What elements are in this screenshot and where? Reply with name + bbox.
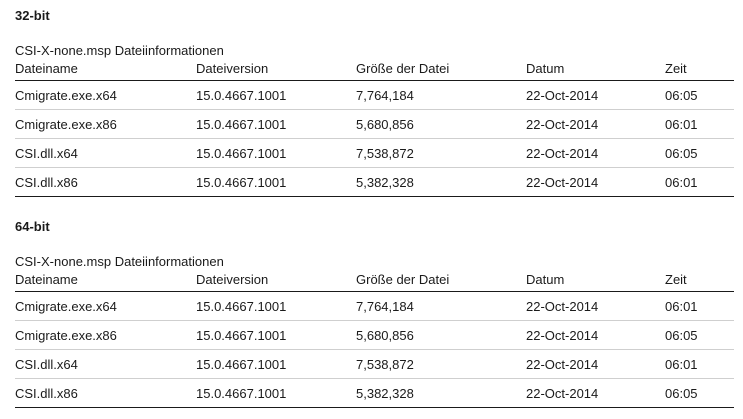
- cell-size: 7,764,184: [356, 292, 526, 321]
- cell-date: 22-Oct-2014: [526, 81, 665, 110]
- cell-size: 5,680,856: [356, 110, 526, 139]
- cell-filename: Cmigrate.exe.x86: [15, 321, 196, 350]
- column-header-date: Datum: [526, 269, 665, 292]
- table-header-row: [15, 269, 734, 292]
- cell-date: 22-Oct-2014: [526, 350, 665, 379]
- cell-time: 06:01: [665, 168, 734, 197]
- section-64bit: [15, 211, 734, 408]
- cell-time: 06:05: [665, 321, 734, 350]
- table-caption: CSI-X-none.msp Dateiinformationen: [15, 43, 224, 58]
- table-row: [15, 110, 734, 139]
- cell-version: 15.0.4667.1001: [196, 110, 356, 139]
- cell-filename: CSI.dll.x64: [15, 350, 196, 379]
- cell-size: 5,382,328: [356, 168, 526, 197]
- cell-size: 7,538,872: [356, 350, 526, 379]
- cell-version: 15.0.4667.1001: [196, 139, 356, 168]
- cell-time: 06:05: [665, 379, 734, 408]
- column-header-size: Größe der Datei: [356, 269, 526, 292]
- cell-date: 22-Oct-2014: [526, 379, 665, 408]
- cell-version: 15.0.4667.1001: [196, 350, 356, 379]
- column-header-version: Dateiversion: [196, 269, 356, 292]
- table-row: [15, 81, 734, 110]
- cell-size: 7,538,872: [356, 139, 526, 168]
- cell-filename: Cmigrate.exe.x64: [15, 292, 196, 321]
- cell-time: 06:05: [665, 81, 734, 110]
- cell-version: 15.0.4667.1001: [196, 168, 356, 197]
- cell-filename: CSI.dll.x64: [15, 139, 196, 168]
- cell-version: 15.0.4667.1001: [196, 292, 356, 321]
- cell-filename: CSI.dll.x86: [15, 379, 196, 408]
- column-header-filename: Dateiname: [15, 269, 196, 292]
- cell-filename: CSI.dll.x86: [15, 168, 196, 197]
- cell-size: 5,680,856: [356, 321, 526, 350]
- table-row: [15, 292, 734, 321]
- cell-date: 22-Oct-2014: [526, 139, 665, 168]
- cell-filename: Cmigrate.exe.x64: [15, 81, 196, 110]
- cell-version: 15.0.4667.1001: [196, 379, 356, 408]
- cell-time: 06:05: [665, 139, 734, 168]
- column-header-time: Zeit: [665, 58, 734, 81]
- table-row: [15, 168, 734, 197]
- cell-size: 5,382,328: [356, 379, 526, 408]
- cell-size: 7,764,184: [356, 81, 526, 110]
- table-row: [15, 379, 734, 408]
- cell-time: 06:01: [665, 350, 734, 379]
- column-header-time: Zeit: [665, 269, 734, 292]
- cell-date: 22-Oct-2014: [526, 321, 665, 350]
- section-heading: 64-bit: [15, 219, 50, 234]
- section-32bit: [15, 0, 734, 197]
- table-row: [15, 139, 734, 168]
- column-header-size: Größe der Datei: [356, 58, 526, 81]
- cell-time: 06:01: [665, 110, 734, 139]
- section-heading: 32-bit: [15, 8, 50, 23]
- cell-version: 15.0.4667.1001: [196, 81, 356, 110]
- column-header-date: Datum: [526, 58, 665, 81]
- cell-time: 06:01: [665, 292, 734, 321]
- column-header-version: Dateiversion: [196, 58, 356, 81]
- cell-date: 22-Oct-2014: [526, 110, 665, 139]
- cell-filename: Cmigrate.exe.x86: [15, 110, 196, 139]
- cell-date: 22-Oct-2014: [526, 292, 665, 321]
- table-header-row: [15, 58, 734, 81]
- table-row: [15, 321, 734, 350]
- table-caption: CSI-X-none.msp Dateiinformationen: [15, 254, 224, 269]
- file-info-table: [15, 269, 734, 408]
- table-row: [15, 350, 734, 379]
- cell-date: 22-Oct-2014: [526, 168, 665, 197]
- column-header-filename: Dateiname: [15, 58, 196, 81]
- cell-version: 15.0.4667.1001: [196, 321, 356, 350]
- file-info-table: [15, 58, 734, 197]
